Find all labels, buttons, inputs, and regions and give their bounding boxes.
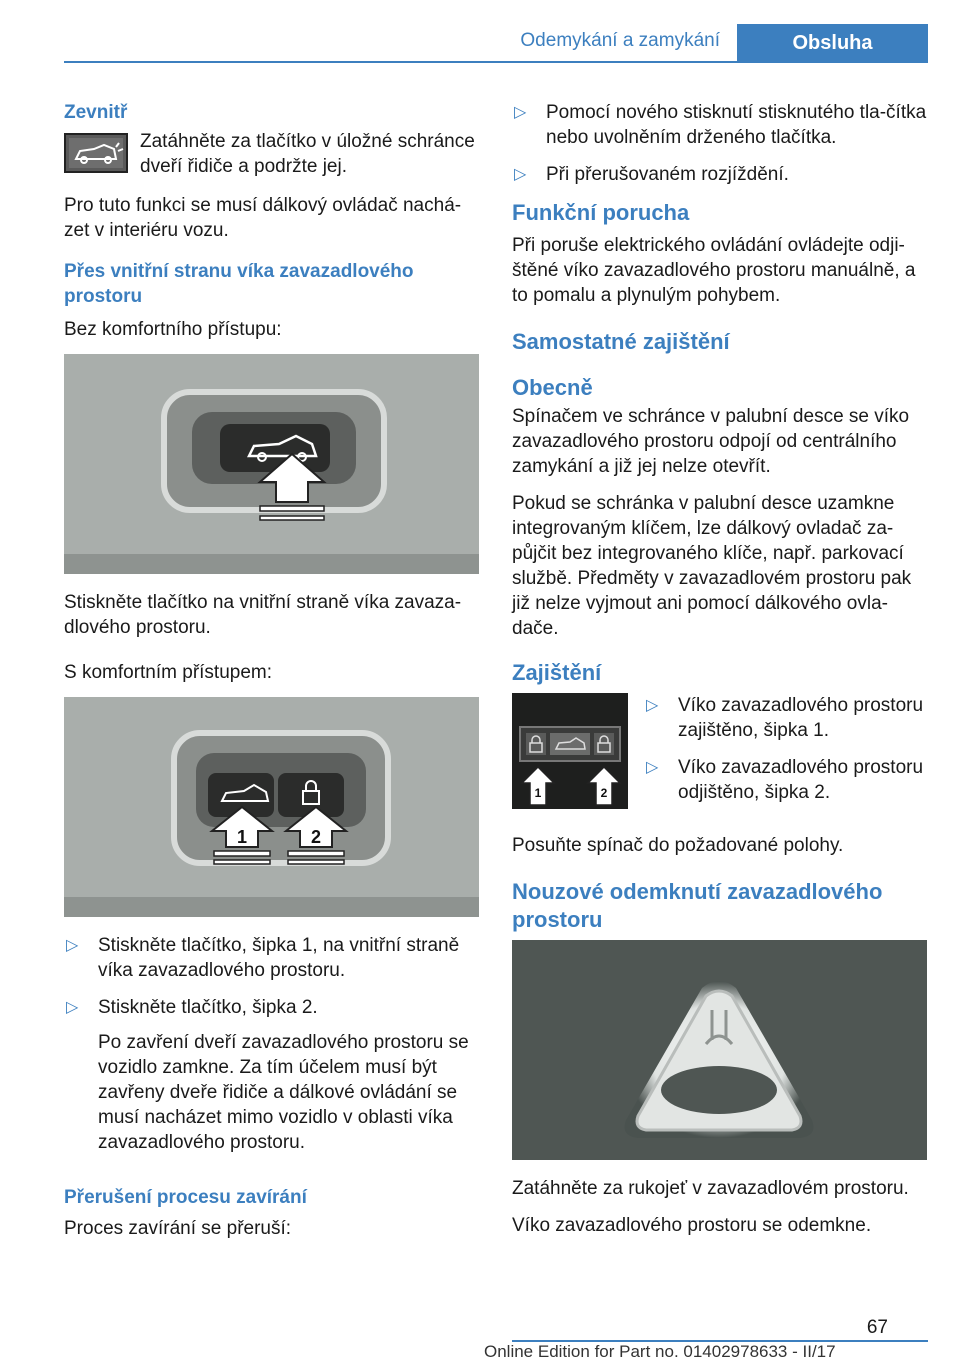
heading-separate-lock: Samostatné zajištění: [512, 329, 730, 354]
press-inside-text: Stiskněte tlačítko na vnitřní straně víka zavaza-dlového prostoru.: [64, 592, 462, 638]
fault-text: Při poruše elektrického ovládání ovládejte odji-štěné víko zavazadlového prostoru manuálně, a to pomalu a plynulým pohybem.: [512, 235, 916, 306]
header-rule: [64, 61, 928, 63]
header-section-title: Odemykání a zamykání: [520, 30, 720, 51]
list-item: ▷ Stiskněte tlačítko, šipka 1, na vnitřní straně víka zavazadlového prostoru.: [66, 935, 460, 981]
right-column: [512, 100, 927, 1250]
general-text: Spínačem ve schránce v palubní desce se víko zavazadlového prostoru odpojí od centrálního zamykání a již jej nelze otevřít.: [512, 406, 910, 477]
triangle-bullet-icon: ▷: [66, 999, 79, 1016]
trunk-button-photo: [64, 354, 479, 574]
pull-handle-text: Zatáhněte za rukojeť v zavazadlovém prostoru.: [512, 1178, 909, 1199]
list-item: ▷ Víko zavazadlového prostoru odjištěno, šipka 2.: [646, 757, 924, 803]
lid-unlocks-text: Víko zavazadlového prostoru se odemkne.: [512, 1215, 872, 1236]
edition-note: Online Edition for Part no. 01402978633 - II/17: [484, 1342, 836, 1361]
arrow-1-label: 1: [236, 827, 248, 847]
triangle-bullet-icon: ▷: [66, 937, 79, 954]
arrow-2-label: 2: [310, 827, 322, 847]
list-item: ▷ Při přerušovaném rozjíždění.: [514, 164, 789, 185]
triangle-bullet-icon: ▷: [646, 759, 659, 776]
header-chapter-tab: Obsluha: [737, 24, 928, 63]
move-switch-text: Posuňte spínač do požadované polohy.: [512, 835, 844, 856]
inside-text: Zatáhněte za tlačítko v úložné schránce dveří řidiče a podržte jej.: [140, 131, 475, 177]
secure-instruction: [512, 693, 927, 817]
interrupt-conditions: [512, 100, 927, 187]
trunk-button-icon: [64, 133, 128, 173]
inside-instruction: [64, 129, 479, 179]
secure-steps: [644, 693, 927, 817]
left-column: [64, 100, 479, 1253]
heading-secure: Zajištění: [512, 660, 602, 685]
with-comfort-label: S komfortním přístupem:: [64, 662, 273, 683]
heading-general: Obecně: [512, 375, 593, 400]
heading-lid-inside: Přes vnitřní stranu víka zavazadlového prostoru: [64, 261, 414, 307]
triangle-bullet-icon: ▷: [646, 697, 659, 714]
list-item: ▷ Víko zavazadlového prostoru zajištěno, šipka 1.: [646, 695, 924, 741]
general-text-2: Pokud se schránka v palubní desce uzamkne integrovaným klíčem, lze dálkový ovladač za-půjčit bez integrovaného klíče, např. parkovací službě. Předměty v zavazadlovém prostoru pak již nelze vyjmout ani pomocí dálkového ovla-dače.: [512, 493, 912, 639]
heading-interrupt: Přerušení procesu zavírání: [64, 1187, 307, 1208]
emergency-handle-photo: [512, 940, 927, 1160]
triangle-bullet-icon: ▷: [514, 104, 527, 121]
triangle-bullet-icon: ▷: [514, 166, 527, 183]
interrupt-text: Proces zavírání se přeruší:: [64, 1218, 292, 1239]
no-comfort-label: Bez komfortního přístupu:: [64, 319, 282, 340]
page-number: 67: [866, 1317, 888, 1338]
trunk-lock-switch-photo: [512, 693, 628, 809]
switch-arrow-2-label: 2: [600, 786, 608, 800]
remote-note: Pro tuto funkci se musí dálkový ovládač nachá-zet v interiéru vozu.: [64, 195, 462, 241]
heading-emergency-release: Nouzové odemknutí zavazadlového prostoru: [512, 879, 883, 932]
list-item: ▷ Pomocí nového stisknutí stisknutého tla-čítka nebo uvolněním drženého tlačítka.: [514, 102, 927, 148]
comfort-access-photo: [64, 697, 479, 917]
heading-fault: Funkční porucha: [512, 200, 690, 225]
heading-inside: Zevnitř: [64, 102, 128, 123]
list-item: ▷ Stiskněte tlačítko, šipka 2. Po zavření dveří zavazadlového prostoru se vozidlo zamkne. Za tím účelem musí být zavřeny dveře řidiče a dálkové ovládání se musí nacházet mimo vozidlo v oblasti víka zavazadlového prostoru.: [64, 995, 479, 1155]
switch-arrow-1-label: 1: [534, 786, 542, 800]
bullet-sub-text: Po zavření dveří zavazadlového prostoru se vozidlo zamkne. Za tím účelem musí být zavřeny dveře řidiče a dálkové ovládání se musí nacházet mimo vozidlo v oblasti víka zavazadlového prostoru.: [98, 1032, 469, 1153]
comfort-steps: [64, 933, 479, 1155]
